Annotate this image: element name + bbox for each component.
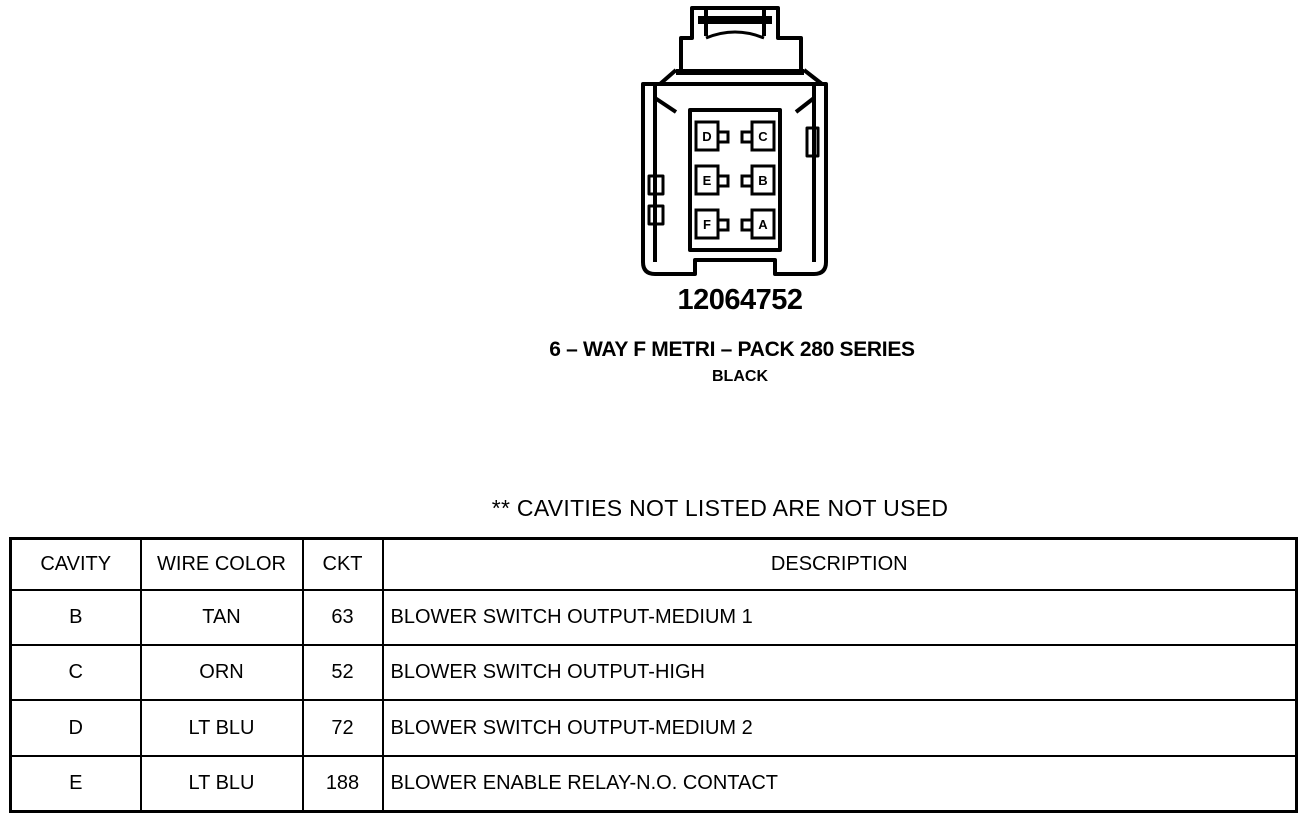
table-row xyxy=(11,645,1297,700)
header-cavity: CAVITY xyxy=(11,539,141,591)
connector-diagram xyxy=(0,0,1312,300)
header-wire-color: WIRE COLOR xyxy=(141,539,303,591)
cell-wire-color: ORN xyxy=(141,645,303,700)
cavity-label-a: A xyxy=(758,217,768,232)
cell-cavity: C xyxy=(11,645,141,700)
cell-wire-color: LT BLU xyxy=(141,700,303,755)
cell-ckt: 52 xyxy=(303,645,383,700)
cell-description: BLOWER SWITCH OUTPUT-HIGH xyxy=(383,645,1297,700)
cell-description: BLOWER ENABLE RELAY-N.O. CONTACT xyxy=(383,756,1297,812)
cell-cavity: E xyxy=(11,756,141,812)
table-row xyxy=(11,700,1297,755)
cell-ckt: 63 xyxy=(303,590,383,645)
cell-ckt: 72 xyxy=(303,700,383,755)
cavity-label-f: F xyxy=(703,217,711,232)
cell-wire-color: TAN xyxy=(141,590,303,645)
connector-color: BLACK xyxy=(712,368,768,385)
cell-description: BLOWER SWITCH OUTPUT-MEDIUM 1 xyxy=(383,590,1297,645)
table-row xyxy=(11,590,1297,645)
header-ckt: CKT xyxy=(303,539,383,591)
cavity-label-d: D xyxy=(702,129,712,144)
table-header-row xyxy=(11,539,1297,591)
part-number: 12064752 xyxy=(677,284,803,316)
cavity-label-b: B xyxy=(758,173,768,188)
unused-cavities-note: ** CAVITIES NOT LISTED ARE NOT USED xyxy=(491,495,949,521)
cell-cavity: B xyxy=(11,590,141,645)
table-row xyxy=(11,756,1297,812)
header-description: DESCRIPTION xyxy=(383,539,1297,591)
cell-ckt: 188 xyxy=(303,756,383,812)
cavity-label-c: C xyxy=(758,129,768,144)
cavity-label-e: E xyxy=(702,173,712,188)
cell-cavity: D xyxy=(11,700,141,755)
cell-description: BLOWER SWITCH OUTPUT-MEDIUM 2 xyxy=(383,700,1297,755)
cell-wire-color: LT BLU xyxy=(141,756,303,812)
pinout-table xyxy=(9,537,1298,813)
connector-series: 6 – WAY F METRI – PACK 280 SERIES xyxy=(549,338,915,361)
